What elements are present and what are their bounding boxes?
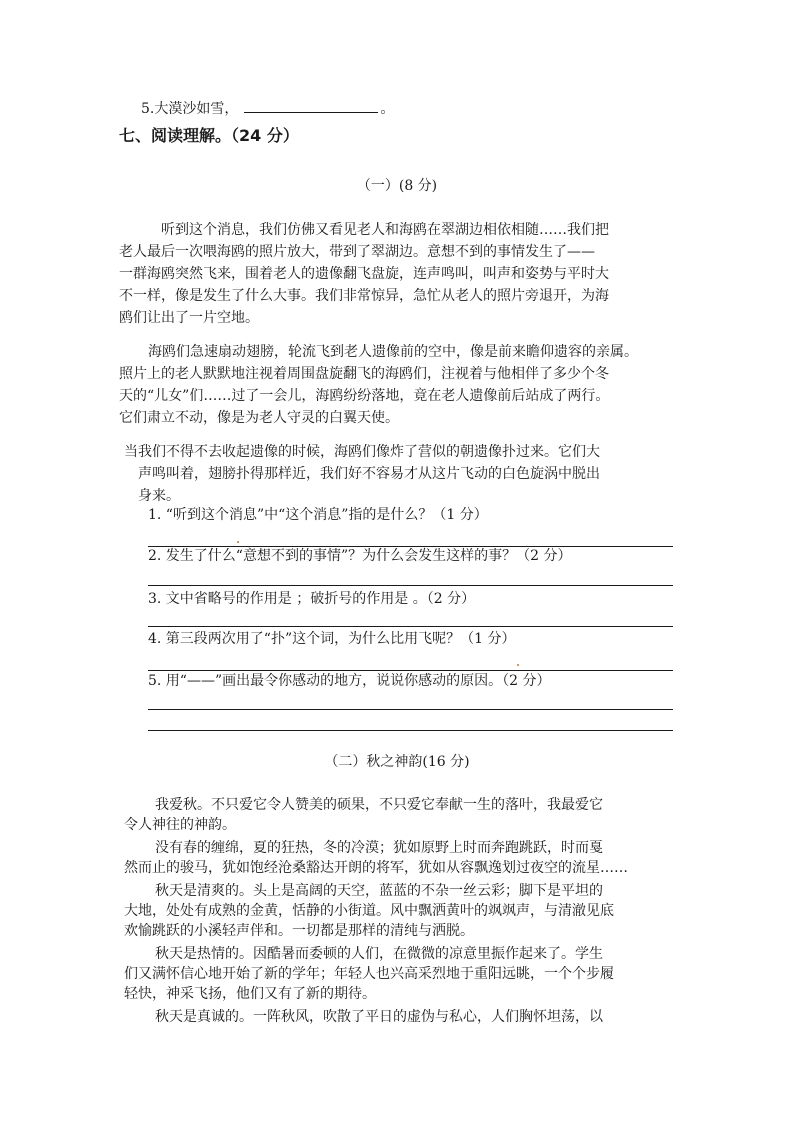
reading-question-1: 1. “听到这个消息”中“这个消息”指的是什么？（1 分） xyxy=(148,507,488,523)
question-item-5 xyxy=(141,98,394,118)
paragraph-line: 不一样，像是发生了什么大事。我们非常惊异，急忙从老人的照片旁退开，为海 xyxy=(119,288,609,304)
paragraph-line: 欢愉跳跃的小溪轻声伴和。一切都是那样的清纯与洒脱。 xyxy=(124,923,474,939)
paragraph-line: 当我们不得不去收起遗像的时候，海鸥们像炸了营似的朝遗像扑过来。它们大 xyxy=(124,444,600,460)
answer-line[interactable] xyxy=(148,709,673,710)
reading-question-3: 3. 文中省略号的作用是 ；破折号的作用是 。（2 分） xyxy=(148,591,476,607)
answer-line[interactable] xyxy=(148,585,673,586)
paragraph-line: 身来。 xyxy=(138,488,180,504)
paragraph-line: 秋天是真诚的。一阵秋风，吹散了平日的虚伪与私心，人们胸怀坦荡，以 xyxy=(155,1009,603,1025)
passage-title: （一）(8 分) xyxy=(356,178,438,194)
paragraph-line: 轻快，神采飞扬，他们又有了新的期待。 xyxy=(124,986,376,1002)
paragraph-line: 照片上的老人默默地注视着周围盘旋翻飞的海鸥们，注视着与他相伴了多少个冬 xyxy=(119,366,609,382)
paragraph-line: 天的“儿女”们……过了一会儿，海鸥纷纷落地，竟在老人遗像前后站成了两行。 xyxy=(119,388,610,404)
paragraph-line: 鸥们让出了一片空地。 xyxy=(119,310,259,326)
paragraph-line: 大地，处处有成熟的金黄，恬静的小街道。风中飘洒黄叶的飒飒声，与清澈见底 xyxy=(124,903,614,919)
paragraph-line: 海鸥们急速扇动翅膀，轮流飞到老人遗像前的空中，像是前来瞻仰遗容的亲属。 xyxy=(148,344,638,360)
stray-mark xyxy=(237,541,239,543)
paragraph-line: 们又满怀信心地开始了新的学年；年轻人也兴高采烈地于重阳远眺，一个个步履 xyxy=(124,966,614,982)
paragraph-line: 秋天是清爽的。头上是高阔的天空，蓝蓝的不杂一丝云彩；脚下是平坦的 xyxy=(155,883,603,899)
paragraph-line: 老人最后一次喂海鸥的照片放大，带到了翠湖边。意想不到的事情发生了—— xyxy=(119,244,595,260)
answer-line[interactable] xyxy=(148,730,673,731)
paragraph-line: 我爱秋。不只爱它令人赞美的硕果，不只爱它奉献一生的落叶，我最爱它 xyxy=(155,797,603,813)
passage-title: （二）秋之神韵(16 分) xyxy=(324,754,470,770)
reading-question-4: 4. 第三段两次用了“扑”这个词，为什么比用飞呢？（1 分） xyxy=(148,631,516,647)
answer-line[interactable] xyxy=(148,626,673,627)
paragraph-line: 听到这个消息，我们仿佛又看见老人和海鸥在翠湖边相依相随……我们把 xyxy=(161,222,609,238)
paragraph-line: 然而止的骏马，犹如饱经沧桑豁达开朗的将军，犹如从容飘逸划过夜空的流星…… xyxy=(124,860,628,876)
paragraph-line: 没有春的缠绵，夏的狂热，冬的冷漠；犹如原野上时而奔跑跳跃，时而戛 xyxy=(155,840,603,856)
answer-blank[interactable] xyxy=(244,98,378,113)
reading-question-5: 5. 用“——”画出最令你感动的地方，说说你感动的原因。（2 分） xyxy=(148,673,551,689)
paragraph-line: 它们肃立不动，像是为老人守灵的白翼天使。 xyxy=(119,410,399,426)
question-text: 5.大漠沙如雪， xyxy=(141,101,239,117)
question-end: 。 xyxy=(380,101,395,117)
stray-mark xyxy=(517,664,519,666)
paragraph-line: 一群海鸥突然飞来，围着老人的遗像翻飞盘旋，连声鸣叫，叫声和姿势与平时大 xyxy=(119,266,609,282)
paragraph-line: 声鸣叫着，翅膀扑得那样近，我们好不容易才从这片飞动的白色旋涡中脱出 xyxy=(138,466,600,482)
section-heading: 七、阅读理解。（24 分） xyxy=(119,126,299,145)
paragraph-line: 秋天是热情的。因酷暑而委顿的人们，在微微的凉意里振作起来了。学生 xyxy=(155,946,603,962)
reading-question-2: 2. 发生了什么“意想不到的事情”？为什么会发生这样的事？（2 分） xyxy=(148,548,572,564)
paragraph-line: 令人神往的神韵。 xyxy=(124,817,236,833)
